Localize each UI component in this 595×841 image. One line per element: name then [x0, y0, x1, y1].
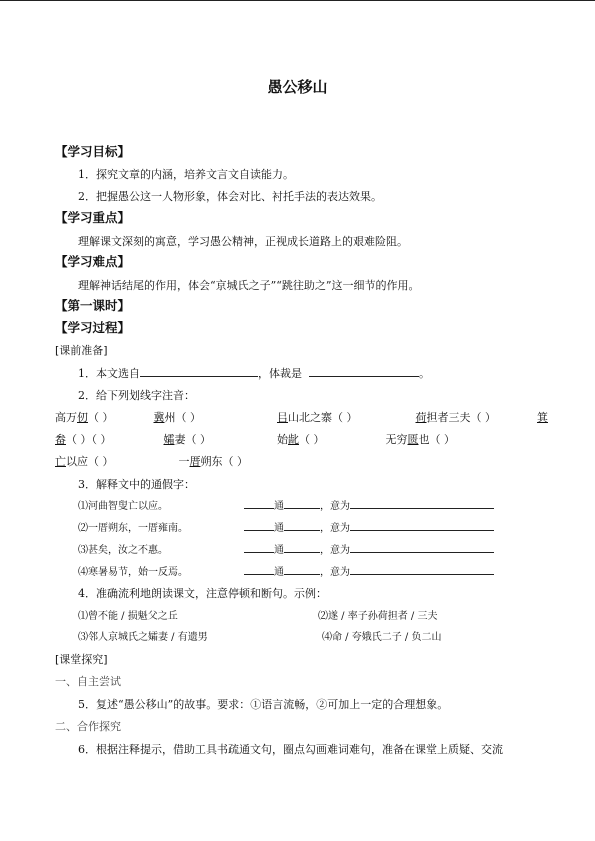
tongjia-row: [78, 563, 494, 578]
pinyin-item: [537, 411, 548, 424]
key-heading: 【学习重点】: [55, 210, 131, 225]
reading-example: ⑵遂 / 率子孙荷担者 / 三夫: [318, 611, 438, 622]
tongjia-sentence: ⑵一厝朔东，一厝雍南。: [78, 523, 188, 534]
tongjia-sentence: ⑶甚矣，汝之不惠。: [78, 545, 168, 556]
question-4: 4．准确流利地朗读课文，注意停顿和断句。示例：: [78, 587, 327, 600]
difficult-heading: 【学习难点】: [55, 254, 131, 269]
tongjia-sentence: ⑴河曲智叟亡以应。: [78, 501, 168, 512]
tong-label: 通: [274, 501, 284, 512]
question-1: [78, 365, 430, 381]
meaning-blank[interactable]: [350, 563, 494, 575]
source-blank[interactable]: [140, 365, 258, 377]
part-2-heading: 二、合作探究: [55, 720, 121, 733]
underlined-char: 仞: [77, 411, 88, 424]
page-title: 愚公移山: [267, 78, 328, 96]
yi-label: ，意为: [320, 545, 350, 556]
yi-label: ，意为: [320, 523, 350, 534]
reading-example: ⑷命 / 夸娥氏二子 / 负二山: [322, 632, 442, 643]
pinyin-item: 始龀（ ）: [277, 433, 325, 446]
goal-item-1: 1．探究文章的内涵，培养文言文自读能力。: [78, 168, 294, 181]
yi-label: ，意为: [320, 501, 350, 512]
underlined-char: 孀: [163, 433, 175, 446]
underlined-char: 厝: [189, 455, 201, 468]
underlined-char: 亡: [55, 455, 66, 468]
tongjia-blank[interactable]: [244, 519, 274, 531]
underlined-char: 箕: [537, 411, 548, 424]
pinyin-item: 亡以应（ ）: [55, 455, 114, 468]
pinyin-item: 一厝朔东（ ）: [178, 455, 248, 468]
tong-label: 通: [274, 523, 284, 534]
question-6: 6．根据注释提示，借助工具书疏通文句，圈点勾画难词难句，准备在课堂上质疑、交流: [78, 743, 503, 756]
pinyin-item: 无穷匮也（ ）: [385, 433, 455, 446]
pinyin-item: 荷担者三夫（ ）: [415, 411, 496, 424]
underlined-char: 冀: [153, 411, 165, 424]
meaning-blank[interactable]: [350, 497, 494, 509]
tongjia-row: [78, 541, 494, 556]
q1-part-a: 1．本文选自: [78, 367, 140, 380]
tongjia-row: [78, 519, 494, 534]
underlined-char: 荷: [415, 411, 427, 424]
tongjia-blank[interactable]: [284, 541, 320, 553]
reading-example: ⑶邻人京城氏之孀妻 / 有遗男: [78, 632, 208, 643]
explore-heading: [课堂探究]: [55, 653, 108, 666]
tong-label: 通: [274, 567, 284, 578]
lesson-heading: 【第一课时】: [55, 298, 131, 313]
tongjia-blank[interactable]: [284, 519, 320, 531]
prep-heading: [课前准备]: [55, 344, 108, 357]
tongjia-blank[interactable]: [284, 497, 320, 509]
tongjia-sentence: ⑷寒暑易节，始一反焉。: [78, 567, 188, 578]
pinyin-item: 㠯山北之寨（ ）: [277, 411, 358, 424]
question-5: 5．复述“愚公移山”的故事。要求：①语言流畅，②可加上一定的合理想象。: [78, 698, 449, 711]
underlined-char: 畚: [55, 433, 66, 446]
pinyin-item: 畚（ ）（ ）: [55, 433, 112, 446]
genre-blank[interactable]: [309, 365, 419, 377]
process-heading: 【学习过程】: [55, 320, 131, 335]
tongjia-blank[interactable]: [244, 563, 274, 575]
q1-part-c: 。: [419, 367, 430, 380]
underlined-char: 㠯: [277, 411, 288, 424]
yi-label: ，意为: [320, 567, 350, 578]
underlined-char: 龀: [288, 433, 299, 446]
pinyin-row: [55, 431, 455, 447]
goal-item-2: 2．把握愚公这一人物形象，体会对比、衬托手法的表达效果。: [78, 190, 382, 203]
question-3: 3．解释文中的通假字：: [78, 478, 195, 491]
tong-label: 通: [274, 545, 284, 556]
pinyin-row: [55, 453, 248, 469]
tongjia-blank[interactable]: [244, 541, 274, 553]
meaning-blank[interactable]: [350, 541, 494, 553]
key-text: 理解课文深刻的寓意，学习愚公精神，正视成长道路上的艰难险阻。: [78, 235, 408, 248]
part-1-heading: 一、自主尝试: [55, 675, 121, 688]
difficult-text: 理解神话结尾的作用，体会“京城氏之子”“跳往助之”这一细节的作用。: [78, 279, 420, 292]
top-rule: [0, 0, 595, 1]
pinyin-item: 孀妻（ ）: [163, 433, 211, 446]
pinyin-item: 高万仞（ ）: [55, 411, 114, 424]
underlined-char: 匮: [407, 433, 419, 446]
meaning-blank[interactable]: [350, 519, 494, 531]
tongjia-blank[interactable]: [284, 563, 320, 575]
pinyin-row: [55, 409, 548, 425]
reading-example: ⑴曾不能 / 损魁父之丘: [78, 611, 178, 622]
q1-part-b: ，体裁是: [258, 367, 302, 380]
goals-heading: 【学习目标】: [55, 144, 131, 159]
tongjia-row: [78, 497, 494, 512]
tongjia-blank[interactable]: [244, 497, 274, 509]
pinyin-item: 冀州（ ）: [153, 411, 201, 424]
question-2: 2．给下列划线字注音：: [78, 389, 195, 402]
